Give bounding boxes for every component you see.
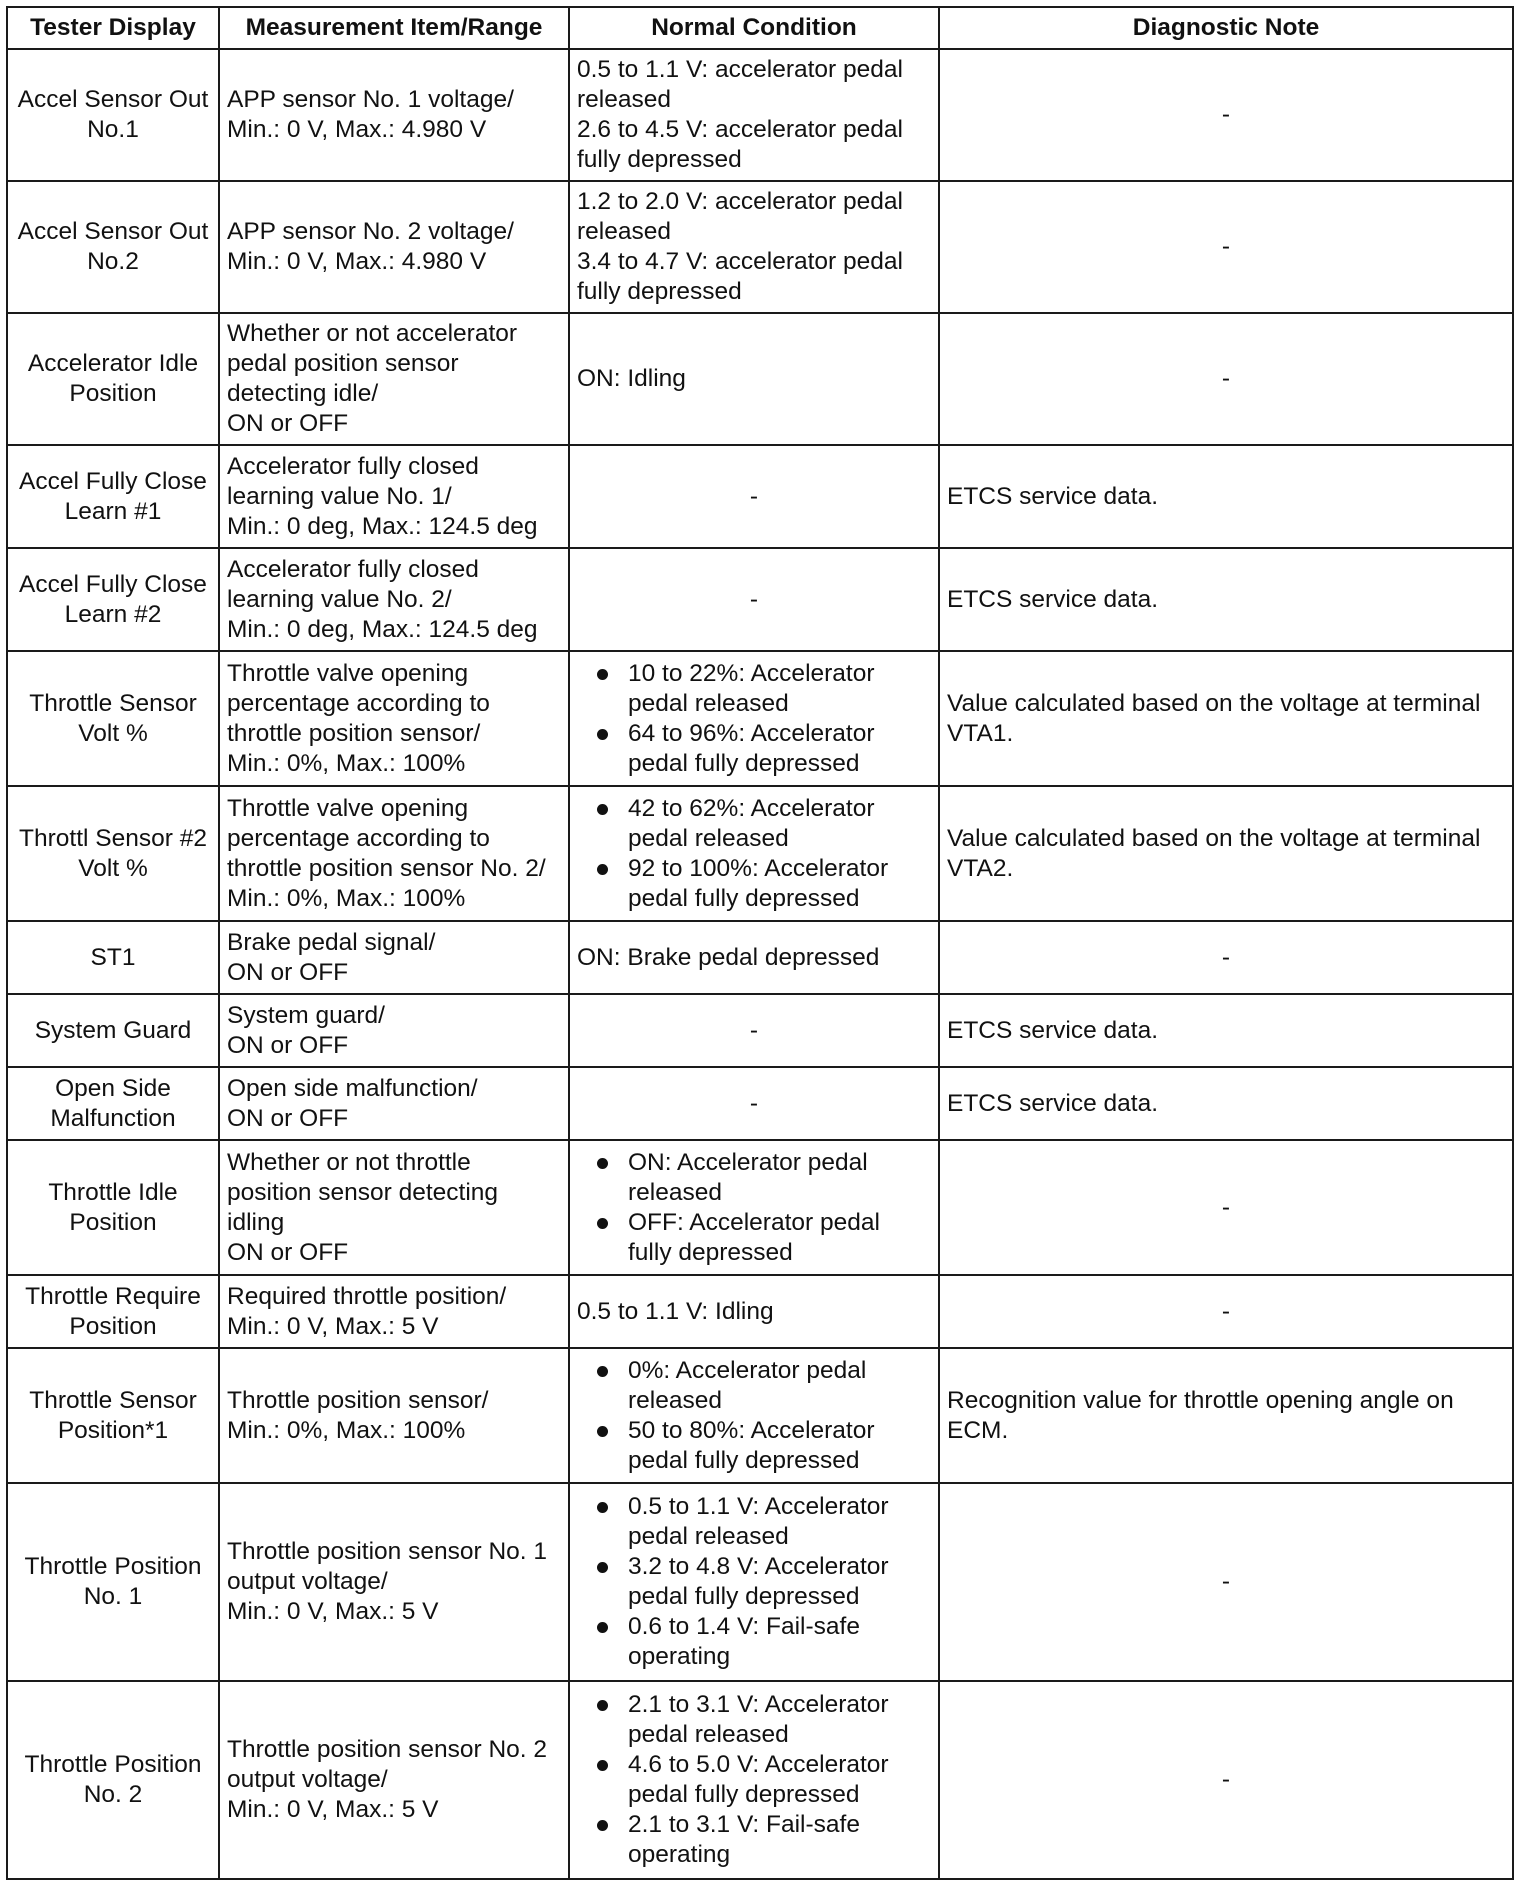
diagnostic-note-cell xyxy=(939,1348,1513,1483)
cell-line: 2.6 to 4.5 V: accelerator pedal xyxy=(577,116,903,143)
cell-line: throttle position sensor No. 2/ xyxy=(227,854,546,882)
cell-line: 2.1 to 3.1 V: Fail-safe xyxy=(628,1811,860,1838)
cell-line: ON or OFF xyxy=(227,1104,349,1132)
normal-condition-cell xyxy=(569,1275,939,1348)
normal-condition-cell xyxy=(569,651,939,786)
table-row xyxy=(7,1275,1513,1348)
cell-line: Throttle Require xyxy=(25,1282,201,1310)
cell-line: Throttle valve opening xyxy=(227,659,469,687)
cell-line: output voltage/ xyxy=(227,1766,388,1793)
cell-line: Throttle position sensor/ xyxy=(227,1386,489,1414)
diagnostic-note-cell xyxy=(939,921,1513,994)
table-row xyxy=(7,548,1513,651)
cell-line: fully depressed xyxy=(577,278,742,305)
cell-line: released xyxy=(577,86,671,113)
table-row xyxy=(7,181,1513,313)
cell-line: ETCS service data. xyxy=(947,482,1159,510)
measurement-item-cell xyxy=(219,548,569,651)
cell-line: - xyxy=(1221,1568,1231,1595)
cell-line: System guard/ xyxy=(227,1001,385,1029)
cell-line: Min.: 0 V, Max.: 4.980 V xyxy=(227,116,487,143)
measurement-item-cell xyxy=(219,651,569,786)
measurement-item-cell xyxy=(219,1140,569,1275)
cell-line: Whether or not accelerator xyxy=(227,320,518,347)
diagnostic-note-cell xyxy=(939,445,1513,548)
cell-line: - xyxy=(1221,1193,1231,1221)
cell-line: Accelerator fully closed xyxy=(227,452,479,480)
normal-condition-cell xyxy=(569,313,939,445)
cell-line: Min.: 0 V, Max.: 5 V xyxy=(227,1598,439,1625)
cell-line: Throttle Idle xyxy=(48,1178,178,1206)
cell-line: percentage according to xyxy=(227,689,490,717)
cell-line: APP sensor No. 1 voltage/ xyxy=(227,86,514,113)
cell-line: ON: Brake pedal depressed xyxy=(577,943,880,971)
diagnostic-note-cell xyxy=(939,1275,1513,1348)
cell-line: 10 to 22%: Accelerator xyxy=(628,659,875,687)
cell-line: Min.: 0%, Max.: 100% xyxy=(227,884,466,912)
tester-display-cell xyxy=(7,1483,219,1681)
diagnostic-note-cell xyxy=(939,1067,1513,1140)
header-measurement-item: Measurement Item/Range xyxy=(219,7,569,49)
bullet-item xyxy=(577,1492,931,1552)
cell-line: Accel Sensor Out xyxy=(17,86,209,113)
header-normal-condition: Normal Condition xyxy=(569,7,939,49)
cell-line: Whether or not throttle xyxy=(227,1148,471,1176)
cell-line: pedal fully depressed xyxy=(628,1446,860,1474)
cell-line: ON or OFF xyxy=(227,410,349,437)
diagnostic-note-cell xyxy=(939,994,1513,1067)
table-row xyxy=(7,313,1513,445)
measurement-item-cell xyxy=(219,921,569,994)
cell-line: Throttle valve opening xyxy=(227,794,469,822)
measurement-item-cell xyxy=(219,1348,569,1483)
diagnostic-note-cell xyxy=(939,786,1513,921)
cell-line: position sensor detecting xyxy=(227,1178,499,1206)
cell-line: 92 to 100%: Accelerator xyxy=(628,854,889,882)
cell-line: Volt % xyxy=(78,719,148,747)
cell-line: Min.: 0%, Max.: 100% xyxy=(227,1416,466,1444)
cell-line: Throttle Position xyxy=(24,1553,202,1580)
cell-line: 0.5 to 1.1 V: Idling xyxy=(577,1297,774,1325)
normal-condition-cell xyxy=(569,49,939,181)
cell-line: OFF: Accelerator pedal xyxy=(628,1208,880,1236)
cell-line: 3.2 to 4.8 V: Accelerator xyxy=(628,1553,889,1580)
cell-line: - xyxy=(749,1016,759,1044)
measurement-item-cell xyxy=(219,313,569,445)
cell-line: Accelerator Idle xyxy=(27,350,199,377)
cell-line: pedal released xyxy=(628,1523,789,1550)
tester-display-cell xyxy=(7,1348,219,1483)
normal-condition-cell xyxy=(569,1681,939,1879)
measurement-item-cell xyxy=(219,1681,569,1879)
cell-line: System Guard xyxy=(34,1016,192,1044)
normal-condition-cell xyxy=(569,994,939,1067)
header-diagnostic-note: Diagnostic Note xyxy=(939,7,1513,49)
normal-condition-cell xyxy=(569,445,939,548)
cell-line: Required throttle position/ xyxy=(227,1282,507,1310)
tester-display-cell xyxy=(7,181,219,313)
bullet-item xyxy=(577,854,931,914)
cell-line: released xyxy=(628,1386,722,1414)
table-row xyxy=(7,1348,1513,1483)
tester-display-cell xyxy=(7,445,219,548)
measurement-item-cell xyxy=(219,1275,569,1348)
cell-line: 3.4 to 4.7 V: accelerator pedal xyxy=(577,248,903,275)
cell-line: pedal released xyxy=(628,689,789,717)
cell-line: idling xyxy=(227,1208,285,1236)
cell-line: Min.: 0 deg, Max.: 124.5 deg xyxy=(227,512,538,540)
cell-line: No. 2 xyxy=(83,1781,143,1808)
cell-line: fully depressed xyxy=(628,1238,793,1266)
tester-display-cell xyxy=(7,651,219,786)
tester-display-cell xyxy=(7,921,219,994)
cell-line: Accel Fully Close xyxy=(19,467,207,495)
cell-line: Min.: 0 V, Max.: 4.980 V xyxy=(227,248,487,275)
tester-display-cell xyxy=(7,1140,219,1275)
cell-line: Value calculated based on the voltage at terminal xyxy=(947,824,1481,852)
measurement-item-cell xyxy=(219,786,569,921)
table-row xyxy=(7,1681,1513,1879)
table-row xyxy=(7,1067,1513,1140)
cell-line: released xyxy=(628,1178,722,1206)
cell-line: - xyxy=(749,482,759,510)
cell-line: 0.6 to 1.4 V: Fail-safe xyxy=(628,1613,860,1640)
cell-line: 50 to 80%: Accelerator xyxy=(628,1416,875,1444)
cell-line: Learn #1 xyxy=(64,497,162,525)
header-row xyxy=(7,7,1513,49)
cell-line: ETCS service data. xyxy=(947,1089,1159,1117)
bullet-list xyxy=(577,1690,931,1870)
bullet-item xyxy=(577,794,931,854)
normal-condition-cell xyxy=(569,786,939,921)
cell-line: APP sensor No. 2 voltage/ xyxy=(227,218,514,245)
cell-line: ETCS service data. xyxy=(947,1016,1159,1044)
normal-condition-cell xyxy=(569,1140,939,1275)
cell-line: fully depressed xyxy=(577,146,742,173)
diagnostic-note-cell xyxy=(939,548,1513,651)
bullet-item xyxy=(577,1612,931,1672)
measurement-item-cell xyxy=(219,49,569,181)
bullet-list xyxy=(577,1148,931,1268)
cell-line: Min.: 0%, Max.: 100% xyxy=(227,749,466,777)
cell-line: Throttl Sensor #2 xyxy=(19,824,207,852)
tester-display-cell xyxy=(7,1275,219,1348)
cell-line: ON: Accelerator pedal xyxy=(628,1148,868,1176)
tester-display-cell xyxy=(7,1067,219,1140)
bullet-item xyxy=(577,1416,931,1476)
cell-line: VTA1. xyxy=(947,719,1014,747)
cell-line: - xyxy=(1221,943,1231,971)
cell-line: Open Side xyxy=(55,1074,171,1102)
cell-line: learning value No. 1/ xyxy=(227,482,452,510)
cell-line: Brake pedal signal/ xyxy=(227,928,436,956)
cell-line: Malfunction xyxy=(50,1104,176,1132)
cell-line: Throttle Position xyxy=(24,1751,202,1778)
cell-line: Accel Fully Close xyxy=(19,570,207,598)
diagnostic-note-cell xyxy=(939,1140,1513,1275)
cell-line: throttle position sensor/ xyxy=(227,719,481,747)
cell-line: 1.2 to 2.0 V: accelerator pedal xyxy=(577,188,903,215)
cell-line: 0.5 to 1.1 V: accelerator pedal xyxy=(577,56,903,83)
cell-line: released xyxy=(577,218,671,245)
cell-line: Position xyxy=(69,1312,157,1340)
table-row xyxy=(7,49,1513,181)
measurement-item-cell xyxy=(219,445,569,548)
cell-line: pedal released xyxy=(628,1721,789,1748)
cell-line: ETCS service data. xyxy=(947,585,1159,613)
normal-condition-cell xyxy=(569,1067,939,1140)
cell-line: detecting idle/ xyxy=(227,380,379,407)
cell-line: 42 to 62%: Accelerator xyxy=(628,794,875,822)
bullet-list xyxy=(577,659,931,779)
cell-line: - xyxy=(749,1089,759,1117)
bullet-item xyxy=(577,719,931,779)
diagnostic-note-cell xyxy=(939,313,1513,445)
data-list-sheet xyxy=(6,6,1512,1878)
table-row xyxy=(7,994,1513,1067)
cell-line: No.1 xyxy=(87,116,139,143)
table-row xyxy=(7,786,1513,921)
cell-line: Recognition value for throttle opening angle on xyxy=(947,1386,1454,1414)
cell-line: - xyxy=(1221,1297,1231,1325)
diagnostic-note-cell xyxy=(939,1681,1513,1879)
cell-line: output voltage/ xyxy=(227,1568,388,1595)
diagnostic-note-cell xyxy=(939,181,1513,313)
cell-line: ON or OFF xyxy=(227,1238,349,1266)
bullet-item xyxy=(577,1810,931,1870)
measurement-item-cell xyxy=(219,1483,569,1681)
cell-line: operating xyxy=(628,1643,731,1670)
cell-line: No.2 xyxy=(87,248,139,275)
bullet-item xyxy=(577,1750,931,1810)
cell-line: 4.6 to 5.0 V: Accelerator xyxy=(628,1751,889,1778)
data-list-table xyxy=(6,6,1514,1880)
cell-line: - xyxy=(1221,233,1231,260)
cell-line: - xyxy=(1221,1766,1231,1793)
table-row xyxy=(7,445,1513,548)
bullet-list xyxy=(577,1356,931,1476)
tester-display-cell xyxy=(7,994,219,1067)
normal-condition-cell xyxy=(569,1348,939,1483)
bullet-item xyxy=(577,1148,931,1208)
cell-line: Throttle position sensor No. 1 xyxy=(227,1538,548,1565)
tester-display-cell xyxy=(7,49,219,181)
bullet-list xyxy=(577,794,931,914)
tester-display-cell xyxy=(7,313,219,445)
cell-line: Min.: 0 V, Max.: 5 V xyxy=(227,1796,439,1823)
table-row xyxy=(7,1483,1513,1681)
cell-line: ON: Idling xyxy=(577,365,686,392)
tester-display-cell xyxy=(7,548,219,651)
cell-line: Accel Sensor Out xyxy=(17,218,209,245)
bullet-item xyxy=(577,659,931,719)
cell-line: ST1 xyxy=(90,943,136,971)
cell-line: pedal position sensor xyxy=(227,350,459,377)
cell-line: ON or OFF xyxy=(227,1031,349,1059)
cell-line: pedal fully depressed xyxy=(628,884,860,912)
table-row xyxy=(7,651,1513,786)
cell-line: Position xyxy=(69,1208,157,1236)
cell-line: Throttle Sensor xyxy=(29,1386,197,1414)
diagnostic-note-cell xyxy=(939,1483,1513,1681)
cell-line: pedal fully depressed xyxy=(628,749,860,777)
bullet-item xyxy=(577,1690,931,1750)
cell-line: 2.1 to 3.1 V: Accelerator xyxy=(628,1691,889,1718)
normal-condition-cell xyxy=(569,181,939,313)
bullet-item xyxy=(577,1356,931,1416)
table-row xyxy=(7,1140,1513,1275)
cell-line: 0%: Accelerator pedal xyxy=(628,1356,867,1384)
bullet-list xyxy=(577,1492,931,1672)
cell-line: Value calculated based on the voltage at terminal xyxy=(947,689,1481,717)
cell-line: Position*1 xyxy=(57,1416,169,1444)
cell-line: pedal released xyxy=(628,824,789,852)
normal-condition-cell xyxy=(569,1483,939,1681)
header-tester-display: Tester Display xyxy=(7,7,219,49)
cell-line: learning value No. 2/ xyxy=(227,585,452,613)
measurement-item-cell xyxy=(219,1067,569,1140)
cell-line: Open side malfunction/ xyxy=(227,1074,478,1102)
cell-line: pedal fully depressed xyxy=(628,1583,860,1610)
cell-line: - xyxy=(749,585,759,613)
cell-line: - xyxy=(1221,365,1231,392)
cell-line: Min.: 0 V, Max.: 5 V xyxy=(227,1312,439,1340)
tester-display-cell xyxy=(7,786,219,921)
bullet-item xyxy=(577,1208,931,1268)
cell-line: ON or OFF xyxy=(227,958,349,986)
cell-line: Throttle Sensor xyxy=(29,689,197,717)
cell-line: Min.: 0 deg, Max.: 124.5 deg xyxy=(227,615,538,643)
cell-line: percentage according to xyxy=(227,824,490,852)
cell-line: - xyxy=(1221,101,1231,128)
normal-condition-cell xyxy=(569,921,939,994)
cell-line: VTA2. xyxy=(947,854,1014,882)
cell-line: ECM. xyxy=(947,1416,1009,1444)
tester-display-cell xyxy=(7,1681,219,1879)
bullet-item xyxy=(577,1552,931,1612)
measurement-item-cell xyxy=(219,994,569,1067)
cell-line: Learn #2 xyxy=(64,600,162,628)
cell-line: No. 1 xyxy=(83,1583,143,1610)
cell-line: Throttle position sensor No. 2 xyxy=(227,1736,548,1763)
diagnostic-note-cell xyxy=(939,651,1513,786)
cell-line: Position xyxy=(69,380,157,407)
cell-line: 64 to 96%: Accelerator xyxy=(628,719,875,747)
cell-line: 0.5 to 1.1 V: Accelerator xyxy=(628,1493,889,1520)
diagnostic-note-cell xyxy=(939,49,1513,181)
cell-line: operating xyxy=(628,1841,731,1868)
cell-line: Accelerator fully closed xyxy=(227,555,479,583)
measurement-item-cell xyxy=(219,181,569,313)
normal-condition-cell xyxy=(569,548,939,651)
cell-line: pedal fully depressed xyxy=(628,1781,860,1808)
table-row xyxy=(7,921,1513,994)
cell-line: Volt % xyxy=(78,854,148,882)
